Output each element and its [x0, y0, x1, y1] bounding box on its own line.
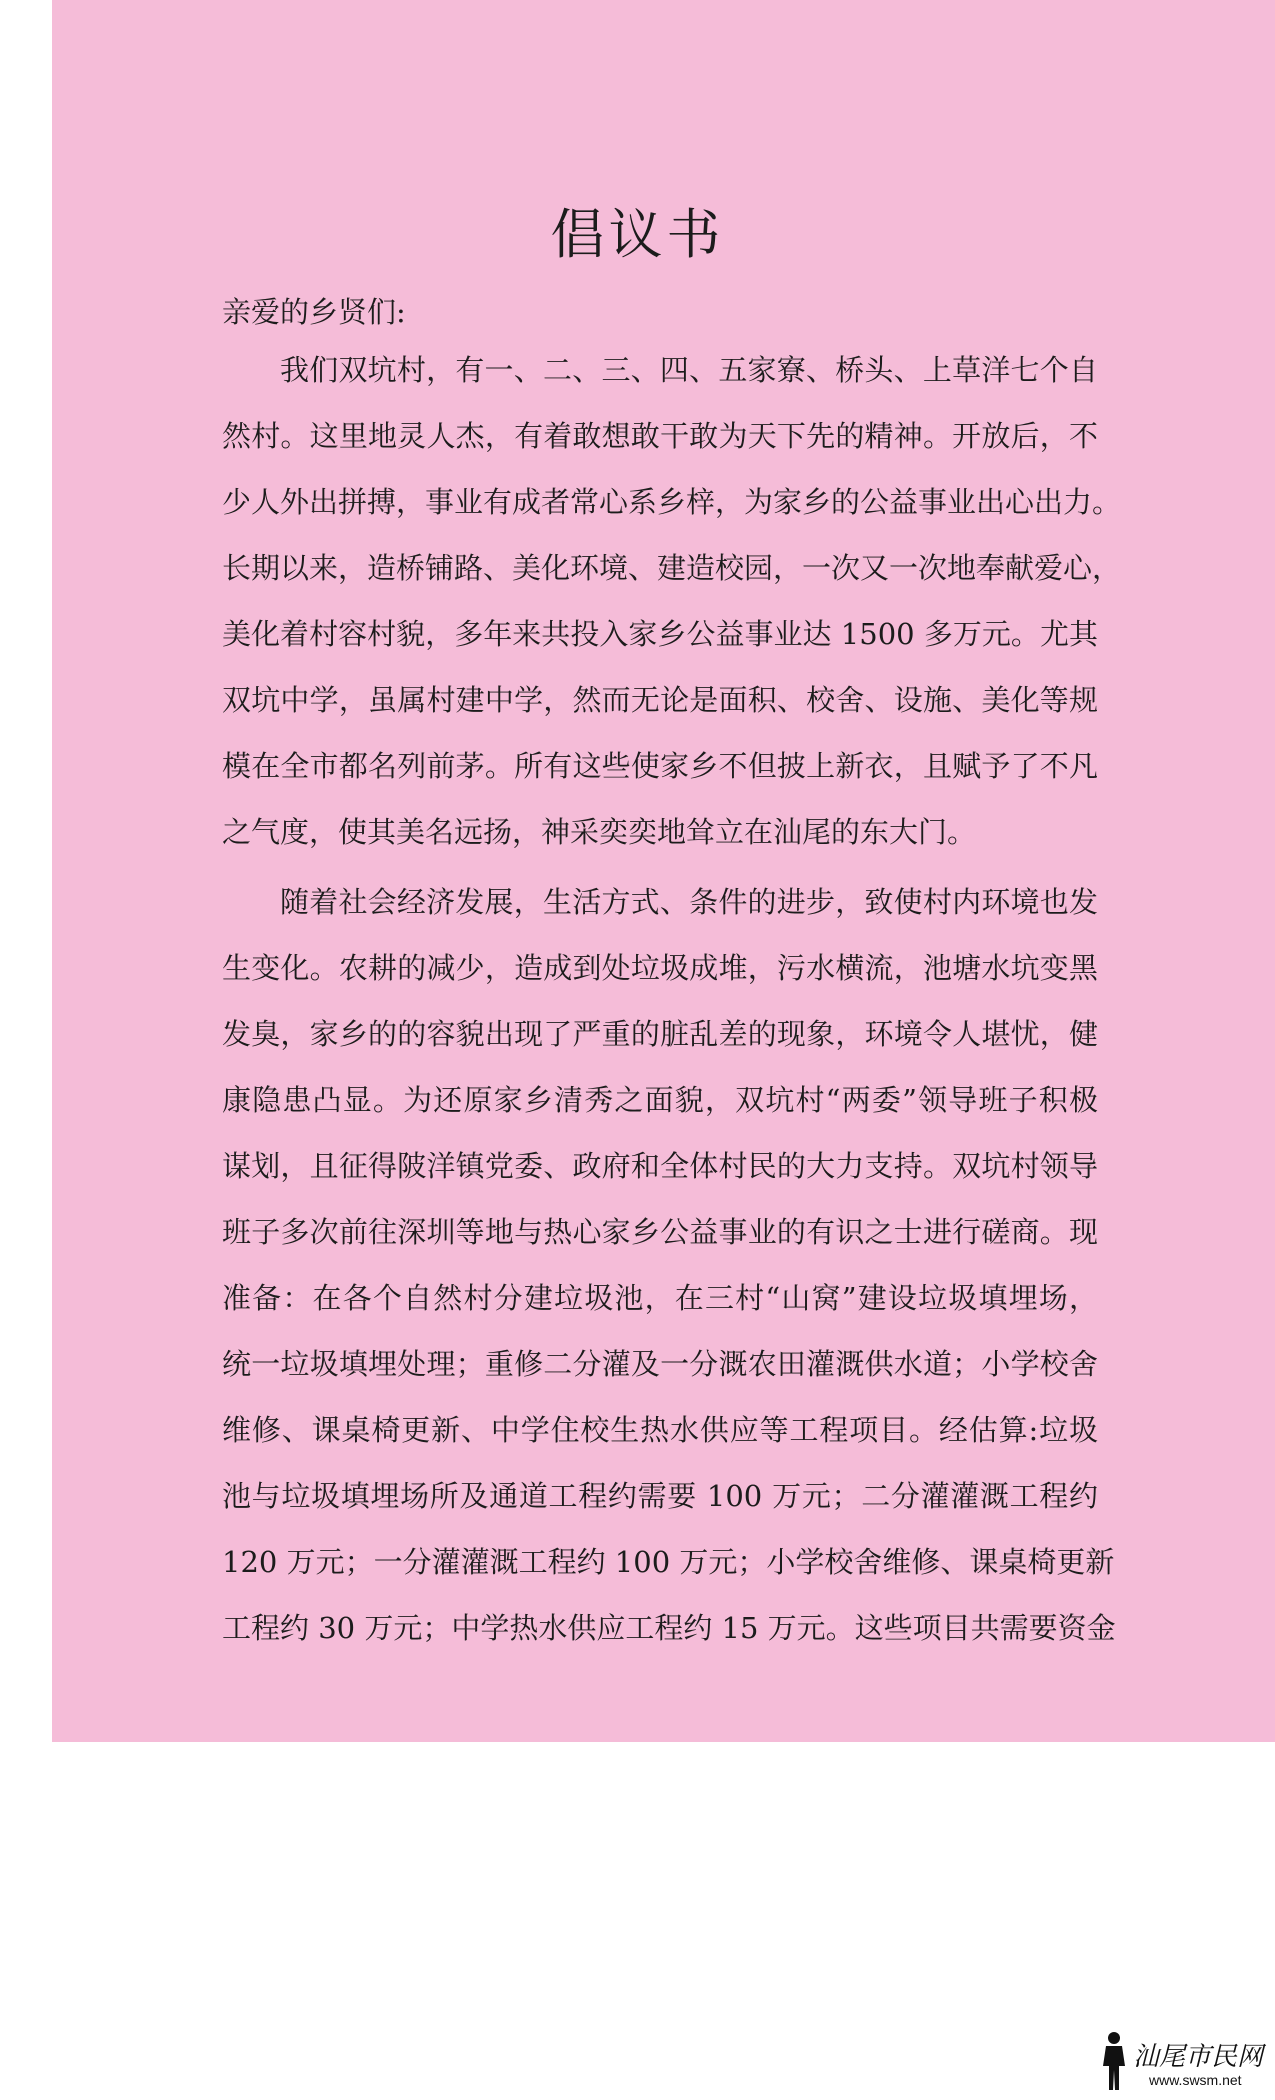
watermark-url: www.swsm.net	[1149, 2072, 1242, 2088]
paragraph-1-line-2: 然村。这里地灵人杰，有着敢想敢干敢为天下先的精神。开放后，不	[222, 419, 1098, 453]
person-silhouette-icon	[1097, 2030, 1131, 2092]
paragraph-2-line-3: 发臭，家乡的的容貌出现了严重的脏乱差的现象，环境令人堪忧，健	[222, 1017, 1098, 1051]
salutation: 亲爱的乡贤们:	[222, 295, 406, 329]
paragraph-2-line-4: 康隐患凸显。为还原家乡清秀之面貌，双坑村“两委”领导班子积极	[222, 1083, 1098, 1117]
watermark-name: 汕尾市民网	[1133, 2042, 1264, 2072]
paragraph-2-line-10: 池与垃圾填埋场所及通道工程约需要 100 万元；二分灌灌溉工程约	[222, 1479, 1098, 1513]
paragraph-2-line-11: 120 万元；一分灌灌溉工程约 100 万元；小学校舍维修、课桌椅更新	[222, 1545, 1115, 1579]
paragraph-2-line-2: 生变化。农耕的减少，造成到处垃圾成堆，污水横流，池塘水坑变黑	[222, 951, 1098, 985]
paragraph-1-line-7: 模在全市都名列前茅。所有这些使家乡不但披上新衣，且赋予了不凡	[222, 749, 1098, 783]
paragraph-1-line-4: 长期以来，造桥铺路、美化环境、建造校园，一次又一次地奉献爱心，	[222, 551, 1122, 585]
paragraph-2-line-5: 谋划，且征得陂洋镇党委、政府和全体村民的大力支持。双坑村领导	[222, 1149, 1098, 1183]
paragraph-2-line-1: 随着社会经济发展，生活方式、条件的进步，致使村内环境也发	[280, 885, 1098, 919]
document-title: 倡议书	[550, 203, 725, 266]
paragraph-1-line-5: 美化着村容村貌，多年来共投入家乡公益事业达 1500 多万元。尤其	[222, 617, 1098, 651]
paragraph-1-line-3: 少人外出拼搏，事业有成者常心系乡梓，为家乡的公益事业出心出力。	[222, 485, 1122, 519]
paragraph-1-line-6: 双坑中学，虽属村建中学，然而无论是面积、校舍、设施、美化等规	[222, 683, 1098, 717]
paragraph-2-line-7: 准备：在各个自然村分建垃圾池，在三村“山窝”建设垃圾填埋场，	[222, 1281, 1098, 1315]
watermark-logo	[1097, 2030, 1267, 2094]
paragraph-2-line-8: 统一垃圾填埋处理；重修二分灌及一分溉农田灌溉供水道；小学校舍	[222, 1347, 1098, 1381]
paragraph-2-line-12: 工程约 30 万元；中学热水供应工程约 15 万元。这些项目共需要资金	[222, 1611, 1116, 1645]
paragraph-2-line-6: 班子多次前往深圳等地与热心家乡公益事业的有识之士进行磋商。现	[222, 1215, 1098, 1249]
paragraph-1-line-8: 之气度，使其美名远扬，神采奕奕地耸立在汕尾的东大门。	[222, 815, 977, 849]
paragraph-2-line-9: 维修、课桌椅更新、中学住校生热水供应等工程项目。经估算:垃圾	[222, 1413, 1098, 1447]
paragraph-1-line-1: 我们双坑村，有一、二、三、四、五家寮、桥头、上草洋七个自	[280, 353, 1098, 387]
